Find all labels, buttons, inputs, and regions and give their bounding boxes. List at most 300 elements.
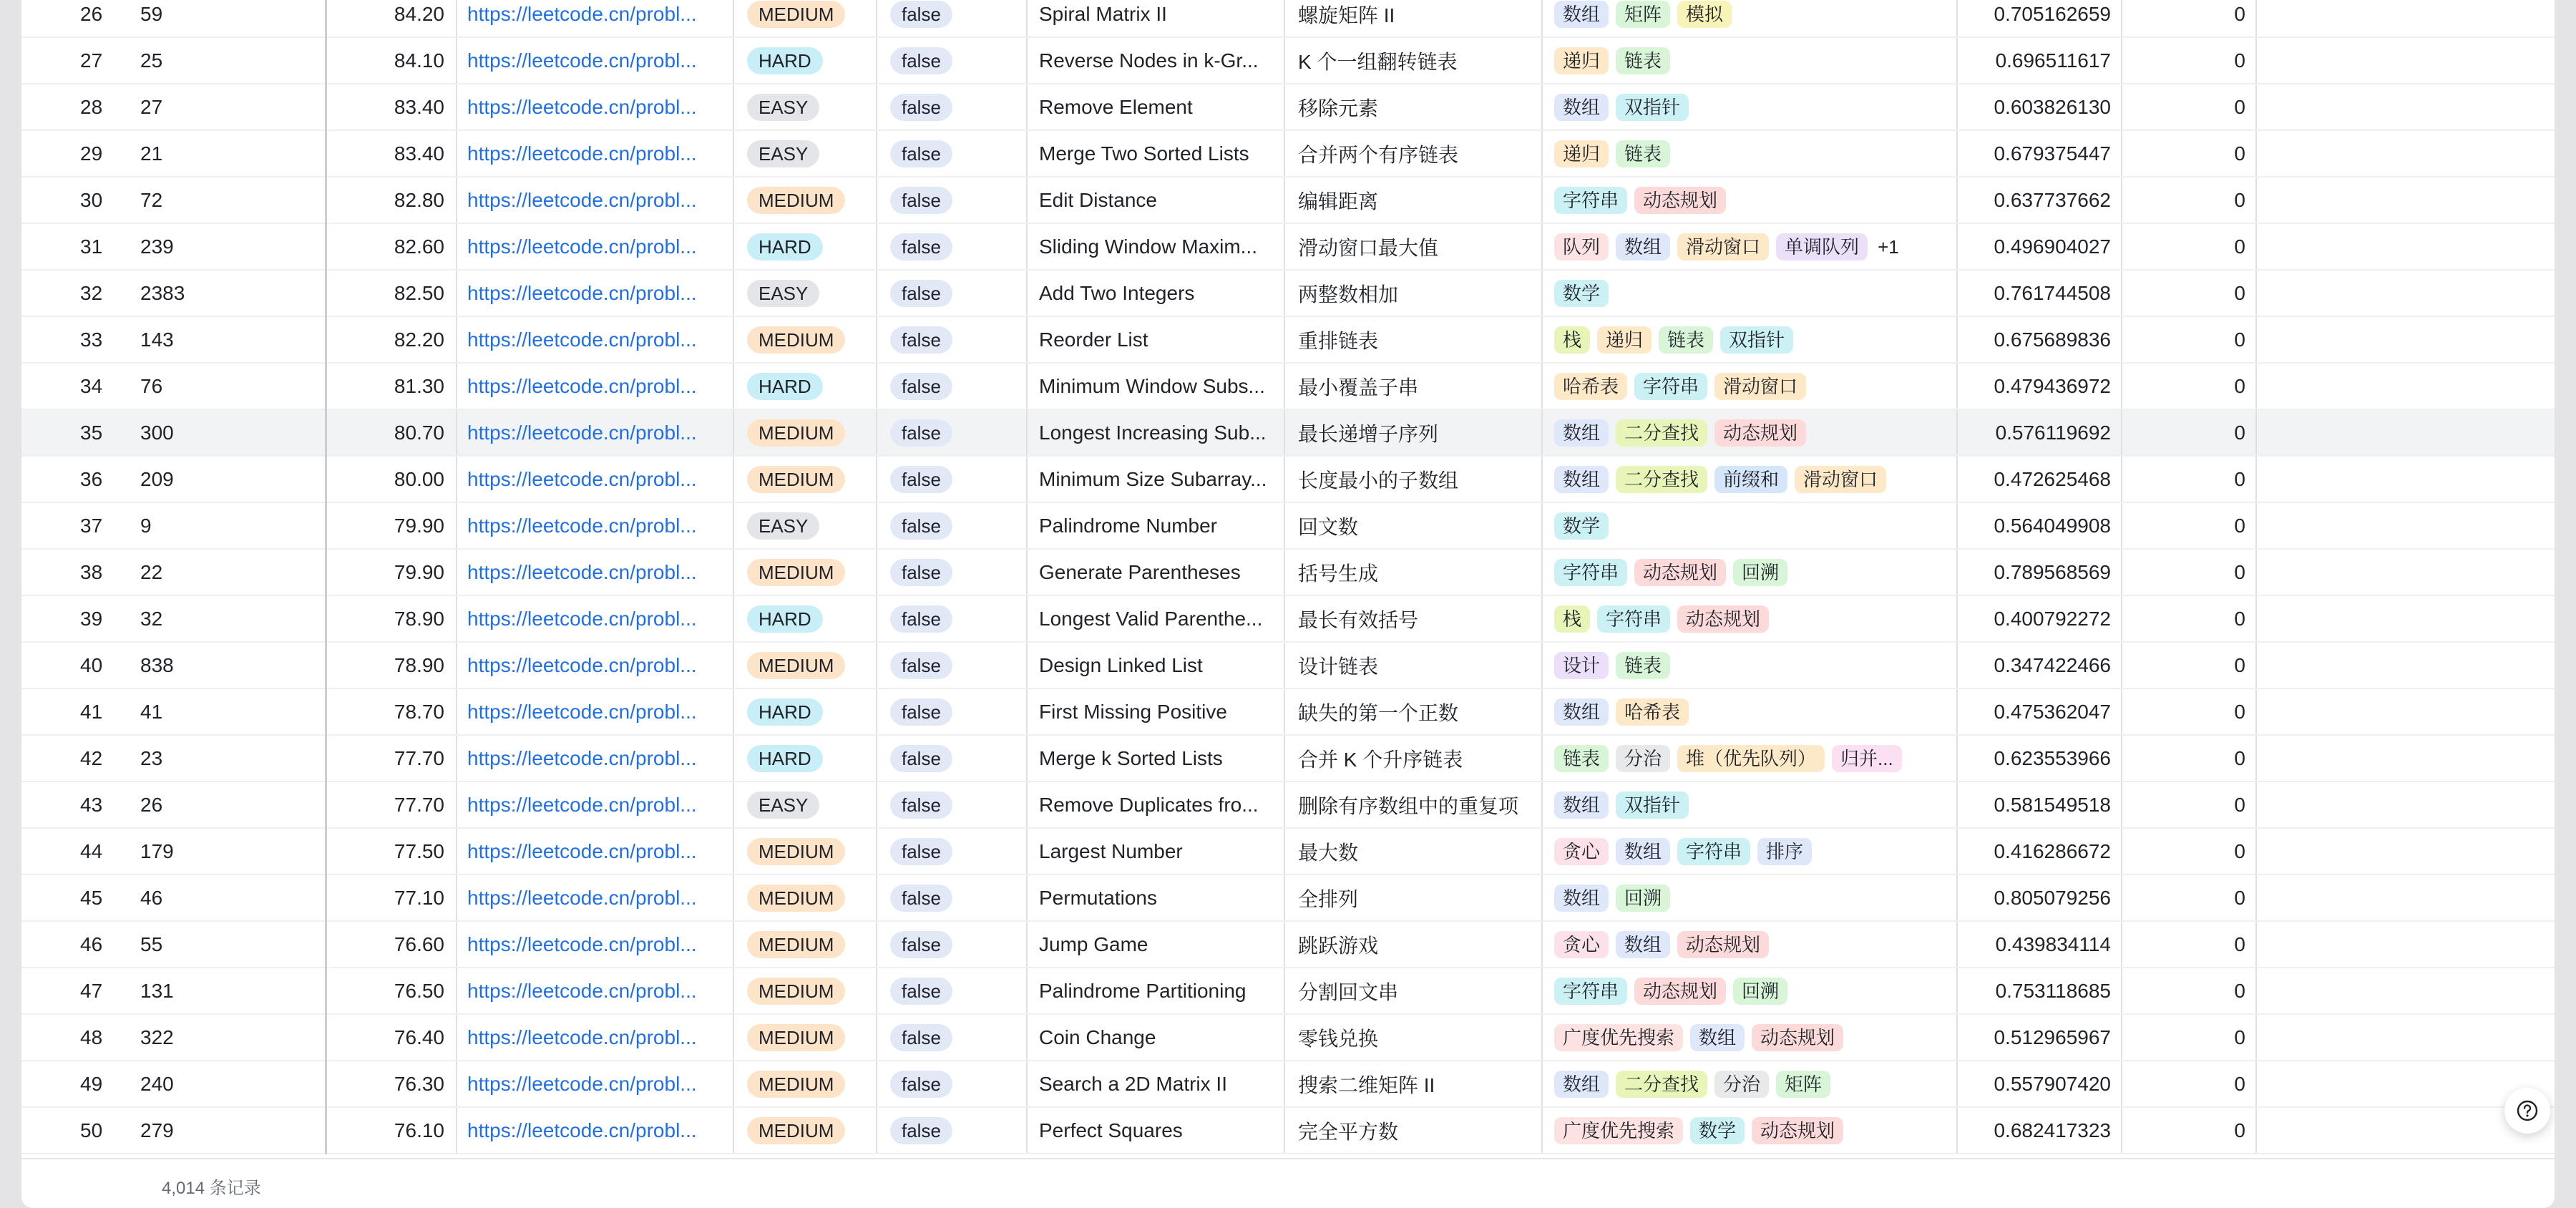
difficulty-cell[interactable] — [733, 84, 877, 130]
url-link[interactable]: https://leetcode.cn/probl... — [467, 700, 697, 723]
difficulty-cell[interactable] — [733, 875, 877, 921]
url-link[interactable]: https://leetcode.cn/probl... — [467, 560, 697, 583]
url-cell[interactable] — [457, 688, 733, 735]
value-cell[interactable]: 0.623553966 — [1957, 735, 2122, 781]
url-cell[interactable] — [457, 502, 733, 549]
score-cell[interactable]: 76.30 — [326, 1061, 457, 1107]
difficulty-cell[interactable] — [733, 363, 877, 409]
zero-cell[interactable]: 0 — [2122, 875, 2256, 921]
tags-cell[interactable] — [1542, 363, 1957, 409]
title-cn-cell[interactable]: K 个一组翻转链表 — [1284, 37, 1542, 84]
flag-cell[interactable] — [877, 130, 1027, 177]
url-cell[interactable] — [457, 130, 733, 177]
score-cell[interactable]: 77.10 — [326, 875, 457, 921]
tags-cell[interactable] — [1542, 0, 1957, 37]
value-cell[interactable]: 0.675689836 — [1957, 316, 2122, 363]
tags-cell[interactable] — [1542, 875, 1957, 921]
title-en-cell[interactable]: Palindrome Number — [1027, 502, 1284, 549]
tags-cell[interactable] — [1542, 1061, 1957, 1107]
flag-cell[interactable] — [877, 223, 1027, 270]
tags-cell[interactable] — [1542, 642, 1957, 688]
table-row[interactable] — [21, 1107, 2555, 1154]
value-cell[interactable]: 0.472625468 — [1957, 456, 2122, 502]
difficulty-cell[interactable] — [733, 1061, 877, 1107]
flag-cell[interactable] — [877, 828, 1027, 875]
zero-cell[interactable]: 0 — [2122, 781, 2256, 828]
zero-cell[interactable]: 0 — [2122, 363, 2256, 409]
problem-id-cell[interactable]: 9 — [129, 502, 326, 549]
tags-cell[interactable] — [1542, 502, 1957, 549]
url-link[interactable]: https://leetcode.cn/probl... — [467, 514, 697, 537]
table-row[interactable] — [21, 177, 2555, 223]
value-cell[interactable]: 0.416286672 — [1957, 828, 2122, 875]
problem-id-cell[interactable]: 131 — [129, 968, 326, 1014]
table-row[interactable] — [21, 456, 2555, 502]
title-en-cell[interactable]: Palindrome Partitioning — [1027, 968, 1284, 1014]
table-row[interactable] — [21, 130, 2555, 177]
value-cell[interactable]: 0.789568569 — [1957, 549, 2122, 595]
tags-cell[interactable] — [1542, 828, 1957, 875]
title-en-cell[interactable]: Jump Game — [1027, 921, 1284, 968]
problem-id-cell[interactable]: 72 — [129, 177, 326, 223]
title-cn-cell[interactable]: 最长有效括号 — [1284, 595, 1542, 642]
title-en-cell[interactable]: Reorder List — [1027, 316, 1284, 363]
score-cell[interactable]: 79.90 — [326, 502, 457, 549]
tags-cell[interactable] — [1542, 270, 1957, 316]
score-cell[interactable]: 77.70 — [326, 781, 457, 828]
problem-id-cell[interactable]: 25 — [129, 37, 326, 84]
tags-cell[interactable] — [1542, 223, 1957, 270]
tags-cell[interactable] — [1542, 1107, 1957, 1154]
table-row[interactable] — [21, 1014, 2555, 1061]
tags-cell[interactable] — [1542, 595, 1957, 642]
zero-cell[interactable]: 0 — [2122, 409, 2256, 456]
value-cell[interactable]: 0.705162659 — [1957, 0, 2122, 37]
title-en-cell[interactable]: Remove Duplicates fro... — [1027, 781, 1284, 828]
problem-id-cell[interactable]: 2383 — [129, 270, 326, 316]
table-row[interactable] — [21, 828, 2555, 875]
tags-cell[interactable] — [1542, 409, 1957, 456]
problem-id-cell[interactable]: 41 — [129, 688, 326, 735]
flag-cell[interactable] — [877, 84, 1027, 130]
title-en-cell[interactable]: Design Linked List — [1027, 642, 1284, 688]
zero-cell[interactable]: 0 — [2122, 688, 2256, 735]
title-en-cell[interactable]: Perfect Squares — [1027, 1107, 1284, 1154]
problem-id-cell[interactable]: 21 — [129, 130, 326, 177]
zero-cell[interactable]: 0 — [2122, 37, 2256, 84]
score-cell[interactable]: 76.10 — [326, 1107, 457, 1154]
title-cn-cell[interactable]: 长度最小的子数组 — [1284, 456, 1542, 502]
title-en-cell[interactable]: Merge k Sorted Lists — [1027, 735, 1284, 781]
difficulty-cell[interactable] — [733, 642, 877, 688]
score-cell[interactable]: 80.70 — [326, 409, 457, 456]
url-link[interactable]: https://leetcode.cn/probl... — [467, 467, 697, 490]
url-link[interactable]: https://leetcode.cn/probl... — [467, 421, 697, 444]
problem-id-cell[interactable]: 55 — [129, 921, 326, 968]
url-cell[interactable] — [457, 549, 733, 595]
difficulty-cell[interactable] — [733, 781, 877, 828]
title-en-cell[interactable]: Minimum Window Subs... — [1027, 363, 1284, 409]
title-cn-cell[interactable]: 缺失的第一个正数 — [1284, 688, 1542, 735]
title-en-cell[interactable]: First Missing Positive — [1027, 688, 1284, 735]
value-cell[interactable]: 0.761744508 — [1957, 270, 2122, 316]
url-link[interactable]: https://leetcode.cn/probl... — [467, 979, 697, 1002]
zero-cell[interactable]: 0 — [2122, 1107, 2256, 1154]
title-cn-cell[interactable]: 括号生成 — [1284, 549, 1542, 595]
url-cell[interactable] — [457, 37, 733, 84]
table-row[interactable] — [21, 223, 2555, 270]
flag-cell[interactable] — [877, 502, 1027, 549]
title-en-cell[interactable]: Merge Two Sorted Lists — [1027, 130, 1284, 177]
url-link[interactable]: https://leetcode.cn/probl... — [467, 2, 697, 25]
flag-cell[interactable] — [877, 363, 1027, 409]
difficulty-cell[interactable] — [733, 37, 877, 84]
tags-cell[interactable] — [1542, 735, 1957, 781]
table-row[interactable] — [21, 595, 2555, 642]
problem-id-cell[interactable]: 209 — [129, 456, 326, 502]
value-cell[interactable]: 0.479436972 — [1957, 363, 2122, 409]
value-cell[interactable]: 0.439834114 — [1957, 921, 2122, 968]
url-link[interactable]: https://leetcode.cn/probl... — [467, 886, 697, 909]
flag-cell[interactable] — [877, 1107, 1027, 1154]
value-cell[interactable]: 0.576119692 — [1957, 409, 2122, 456]
problem-id-cell[interactable]: 240 — [129, 1061, 326, 1107]
url-cell[interactable] — [457, 409, 733, 456]
problem-id-cell[interactable]: 279 — [129, 1107, 326, 1154]
flag-cell[interactable] — [877, 688, 1027, 735]
url-link[interactable]: https://leetcode.cn/probl... — [467, 95, 697, 118]
url-link[interactable]: https://leetcode.cn/probl... — [467, 328, 697, 351]
problem-id-cell[interactable]: 26 — [129, 781, 326, 828]
title-cn-cell[interactable]: 两整数相加 — [1284, 270, 1542, 316]
flag-cell[interactable] — [877, 1061, 1027, 1107]
tags-cell[interactable] — [1542, 1014, 1957, 1061]
url-link[interactable]: https://leetcode.cn/probl... — [467, 746, 697, 769]
table-row[interactable] — [21, 1061, 2555, 1107]
tags-cell[interactable] — [1542, 968, 1957, 1014]
title-en-cell[interactable]: Reverse Nodes in k-Gr... — [1027, 37, 1284, 84]
title-cn-cell[interactable]: 最长递增子序列 — [1284, 409, 1542, 456]
score-cell[interactable]: 82.50 — [326, 270, 457, 316]
problem-id-cell[interactable]: 27 — [129, 84, 326, 130]
score-cell[interactable]: 78.90 — [326, 595, 457, 642]
flag-cell[interactable] — [877, 642, 1027, 688]
score-cell[interactable]: 78.90 — [326, 642, 457, 688]
difficulty-cell[interactable] — [733, 130, 877, 177]
title-cn-cell[interactable]: 搜索二维矩阵 II — [1284, 1061, 1542, 1107]
value-cell[interactable]: 0.581549518 — [1957, 781, 2122, 828]
table-row[interactable] — [21, 688, 2555, 735]
score-cell[interactable]: 77.70 — [326, 735, 457, 781]
url-link[interactable]: https://leetcode.cn/probl... — [467, 1119, 697, 1141]
value-cell[interactable]: 0.682417323 — [1957, 1107, 2122, 1154]
problem-id-cell[interactable]: 46 — [129, 875, 326, 921]
score-cell[interactable]: 82.20 — [326, 316, 457, 363]
table-row[interactable] — [21, 781, 2555, 828]
url-link[interactable]: https://leetcode.cn/probl... — [467, 1026, 697, 1048]
score-cell[interactable]: 76.50 — [326, 968, 457, 1014]
value-cell[interactable]: 0.400792272 — [1957, 595, 2122, 642]
flag-cell[interactable] — [877, 875, 1027, 921]
zero-cell[interactable]: 0 — [2122, 1014, 2256, 1061]
zero-cell[interactable]: 0 — [2122, 642, 2256, 688]
title-cn-cell[interactable]: 合并 K 个升序链表 — [1284, 735, 1542, 781]
tags-cell[interactable] — [1542, 549, 1957, 595]
flag-cell[interactable] — [877, 316, 1027, 363]
tags-cell[interactable] — [1542, 688, 1957, 735]
problem-id-cell[interactable]: 76 — [129, 363, 326, 409]
difficulty-cell[interactable] — [733, 828, 877, 875]
title-en-cell[interactable]: Spiral Matrix II — [1027, 0, 1284, 37]
difficulty-cell[interactable] — [733, 968, 877, 1014]
zero-cell[interactable]: 0 — [2122, 921, 2256, 968]
zero-cell[interactable]: 0 — [2122, 502, 2256, 549]
url-cell[interactable] — [457, 1061, 733, 1107]
zero-cell[interactable]: 0 — [2122, 456, 2256, 502]
score-cell[interactable]: 83.40 — [326, 130, 457, 177]
title-cn-cell[interactable]: 全排列 — [1284, 875, 1542, 921]
difficulty-cell[interactable] — [733, 1014, 877, 1061]
value-cell[interactable]: 0.496904027 — [1957, 223, 2122, 270]
score-cell[interactable]: 79.90 — [326, 549, 457, 595]
zero-cell[interactable]: 0 — [2122, 968, 2256, 1014]
url-link[interactable]: https://leetcode.cn/probl... — [467, 188, 697, 211]
flag-cell[interactable] — [877, 921, 1027, 968]
url-cell[interactable] — [457, 921, 733, 968]
tags-cell[interactable] — [1542, 456, 1957, 502]
url-cell[interactable] — [457, 1014, 733, 1061]
url-cell[interactable] — [457, 363, 733, 409]
title-cn-cell[interactable]: 回文数 — [1284, 502, 1542, 549]
problem-id-cell[interactable]: 179 — [129, 828, 326, 875]
title-en-cell[interactable]: Sliding Window Maxim... — [1027, 223, 1284, 270]
flag-cell[interactable] — [877, 549, 1027, 595]
value-cell[interactable]: 0.475362047 — [1957, 688, 2122, 735]
url-cell[interactable] — [457, 316, 733, 363]
table-row[interactable] — [21, 316, 2555, 363]
tags-cell[interactable] — [1542, 84, 1957, 130]
help-button[interactable] — [2504, 1088, 2550, 1134]
url-link[interactable]: https://leetcode.cn/probl... — [467, 839, 697, 862]
table-row[interactable] — [21, 363, 2555, 409]
value-cell[interactable]: 0.637737662 — [1957, 177, 2122, 223]
table-row[interactable] — [21, 84, 2555, 130]
zero-cell[interactable]: 0 — [2122, 223, 2256, 270]
table-scroll-area[interactable] — [21, 0, 2555, 1158]
problem-id-cell[interactable]: 838 — [129, 642, 326, 688]
title-cn-cell[interactable]: 合并两个有序链表 — [1284, 130, 1542, 177]
url-link[interactable]: https://leetcode.cn/probl... — [467, 653, 697, 676]
flag-cell[interactable] — [877, 1014, 1027, 1061]
tags-cell[interactable] — [1542, 177, 1957, 223]
tags-cell[interactable] — [1542, 781, 1957, 828]
title-en-cell[interactable]: Largest Number — [1027, 828, 1284, 875]
title-en-cell[interactable]: Longest Increasing Sub... — [1027, 409, 1284, 456]
difficulty-cell[interactable] — [733, 456, 877, 502]
url-link[interactable]: https://leetcode.cn/probl... — [467, 607, 697, 630]
table-row[interactable] — [21, 735, 2555, 781]
difficulty-cell[interactable] — [733, 409, 877, 456]
score-cell[interactable]: 78.70 — [326, 688, 457, 735]
problem-id-cell[interactable]: 322 — [129, 1014, 326, 1061]
title-cn-cell[interactable]: 设计链表 — [1284, 642, 1542, 688]
tags-cell[interactable] — [1542, 316, 1957, 363]
title-cn-cell[interactable]: 零钱兑换 — [1284, 1014, 1542, 1061]
difficulty-cell[interactable] — [733, 177, 877, 223]
zero-cell[interactable]: 0 — [2122, 549, 2256, 595]
title-cn-cell[interactable]: 移除元素 — [1284, 84, 1542, 130]
zero-cell[interactable]: 0 — [2122, 130, 2256, 177]
url-cell[interactable] — [457, 735, 733, 781]
difficulty-cell[interactable] — [733, 0, 877, 37]
value-cell[interactable]: 0.679375447 — [1957, 130, 2122, 177]
url-cell[interactable] — [457, 642, 733, 688]
url-cell[interactable] — [457, 0, 733, 37]
flag-cell[interactable] — [877, 735, 1027, 781]
table-row[interactable] — [21, 409, 2555, 456]
zero-cell[interactable]: 0 — [2122, 1061, 2256, 1107]
flag-cell[interactable] — [877, 456, 1027, 502]
flag-cell[interactable] — [877, 270, 1027, 316]
table-row[interactable] — [21, 642, 2555, 688]
score-cell[interactable]: 83.40 — [326, 84, 457, 130]
value-cell[interactable]: 0.347422466 — [1957, 642, 2122, 688]
score-cell[interactable]: 77.50 — [326, 828, 457, 875]
url-cell[interactable] — [457, 1107, 733, 1154]
problem-id-cell[interactable]: 59 — [129, 0, 326, 37]
zero-cell[interactable]: 0 — [2122, 828, 2256, 875]
url-link[interactable]: https://leetcode.cn/probl... — [467, 1072, 697, 1095]
zero-cell[interactable]: 0 — [2122, 735, 2256, 781]
title-cn-cell[interactable]: 删除有序数组中的重复项 — [1284, 781, 1542, 828]
zero-cell[interactable]: 0 — [2122, 84, 2256, 130]
url-cell[interactable] — [457, 968, 733, 1014]
flag-cell[interactable] — [877, 409, 1027, 456]
difficulty-cell[interactable] — [733, 270, 877, 316]
title-cn-cell[interactable]: 分割回文串 — [1284, 968, 1542, 1014]
value-cell[interactable]: 0.805079256 — [1957, 875, 2122, 921]
title-en-cell[interactable]: Generate Parentheses — [1027, 549, 1284, 595]
url-cell[interactable] — [457, 223, 733, 270]
table-row[interactable] — [21, 968, 2555, 1014]
difficulty-cell[interactable] — [733, 549, 877, 595]
table-row[interactable] — [21, 37, 2555, 84]
problem-id-cell[interactable]: 300 — [129, 409, 326, 456]
url-cell[interactable] — [457, 456, 733, 502]
value-cell[interactable]: 0.753118685 — [1957, 968, 2122, 1014]
difficulty-cell[interactable] — [733, 502, 877, 549]
flag-cell[interactable] — [877, 177, 1027, 223]
title-en-cell[interactable]: Remove Element — [1027, 84, 1284, 130]
url-cell[interactable] — [457, 595, 733, 642]
url-link[interactable]: https://leetcode.cn/probl... — [467, 142, 697, 165]
score-cell[interactable]: 81.30 — [326, 363, 457, 409]
title-en-cell[interactable]: Search a 2D Matrix II — [1027, 1061, 1284, 1107]
url-link[interactable]: https://leetcode.cn/probl... — [467, 49, 697, 72]
title-cn-cell[interactable]: 螺旋矩阵 II — [1284, 0, 1542, 37]
url-link[interactable]: https://leetcode.cn/probl... — [467, 374, 697, 397]
zero-cell[interactable]: 0 — [2122, 177, 2256, 223]
title-en-cell[interactable]: Longest Valid Parenthe... — [1027, 595, 1284, 642]
score-cell[interactable]: 84.20 — [326, 0, 457, 37]
score-cell[interactable]: 82.80 — [326, 177, 457, 223]
title-cn-cell[interactable]: 跳跃游戏 — [1284, 921, 1542, 968]
table-row[interactable] — [21, 549, 2555, 595]
url-cell[interactable] — [457, 177, 733, 223]
title-en-cell[interactable]: Edit Distance — [1027, 177, 1284, 223]
zero-cell[interactable]: 0 — [2122, 316, 2256, 363]
difficulty-cell[interactable] — [733, 688, 877, 735]
zero-cell[interactable]: 0 — [2122, 595, 2256, 642]
difficulty-cell[interactable] — [733, 316, 877, 363]
score-cell[interactable]: 80.00 — [326, 456, 457, 502]
zero-cell[interactable]: 0 — [2122, 0, 2256, 37]
table-row[interactable] — [21, 875, 2555, 921]
title-en-cell[interactable]: Add Two Integers — [1027, 270, 1284, 316]
problem-id-cell[interactable]: 239 — [129, 223, 326, 270]
score-cell[interactable]: 82.60 — [326, 223, 457, 270]
title-en-cell[interactable]: Coin Change — [1027, 1014, 1284, 1061]
title-cn-cell[interactable]: 编辑距离 — [1284, 177, 1542, 223]
value-cell[interactable]: 0.557907420 — [1957, 1061, 2122, 1107]
zero-cell[interactable]: 0 — [2122, 270, 2256, 316]
url-link[interactable]: https://leetcode.cn/probl... — [467, 281, 697, 304]
flag-cell[interactable] — [877, 968, 1027, 1014]
url-cell[interactable] — [457, 828, 733, 875]
title-cn-cell[interactable]: 最大数 — [1284, 828, 1542, 875]
value-cell[interactable]: 0.696511617 — [1957, 37, 2122, 84]
difficulty-cell[interactable] — [733, 223, 877, 270]
title-cn-cell[interactable]: 重排链表 — [1284, 316, 1542, 363]
tags-cell[interactable] — [1542, 130, 1957, 177]
problem-id-cell[interactable]: 143 — [129, 316, 326, 363]
score-cell[interactable]: 76.60 — [326, 921, 457, 968]
score-cell[interactable]: 76.40 — [326, 1014, 457, 1061]
title-cn-cell[interactable]: 滑动窗口最大值 — [1284, 223, 1542, 270]
problem-id-cell[interactable]: 32 — [129, 595, 326, 642]
title-en-cell[interactable]: Minimum Size Subarray... — [1027, 456, 1284, 502]
title-cn-cell[interactable]: 最小覆盖子串 — [1284, 363, 1542, 409]
url-link[interactable]: https://leetcode.cn/probl... — [467, 932, 697, 955]
url-link[interactable]: https://leetcode.cn/probl... — [467, 793, 697, 816]
difficulty-cell[interactable] — [733, 921, 877, 968]
value-cell[interactable]: 0.512965967 — [1957, 1014, 2122, 1061]
flag-cell[interactable] — [877, 595, 1027, 642]
value-cell[interactable]: 0.603826130 — [1957, 84, 2122, 130]
table-row[interactable] — [21, 921, 2555, 968]
tags-cell[interactable] — [1542, 37, 1957, 84]
flag-cell[interactable] — [877, 37, 1027, 84]
flag-cell[interactable] — [877, 0, 1027, 37]
url-cell[interactable] — [457, 781, 733, 828]
url-cell[interactable] — [457, 84, 733, 130]
flag-cell[interactable] — [877, 781, 1027, 828]
table-row[interactable] — [21, 502, 2555, 549]
value-cell[interactable]: 0.564049908 — [1957, 502, 2122, 549]
url-cell[interactable] — [457, 875, 733, 921]
title-en-cell[interactable]: Permutations — [1027, 875, 1284, 921]
title-cn-cell[interactable]: 完全平方数 — [1284, 1107, 1542, 1154]
table-row[interactable] — [21, 270, 2555, 316]
problem-id-cell[interactable]: 22 — [129, 549, 326, 595]
difficulty-cell[interactable] — [733, 735, 877, 781]
url-cell[interactable] — [457, 270, 733, 316]
score-cell[interactable]: 84.10 — [326, 37, 457, 84]
table-row[interactable] — [21, 0, 2555, 37]
difficulty-cell[interactable] — [733, 1107, 877, 1154]
url-link[interactable]: https://leetcode.cn/probl... — [467, 235, 697, 258]
tags-cell[interactable] — [1542, 921, 1957, 968]
